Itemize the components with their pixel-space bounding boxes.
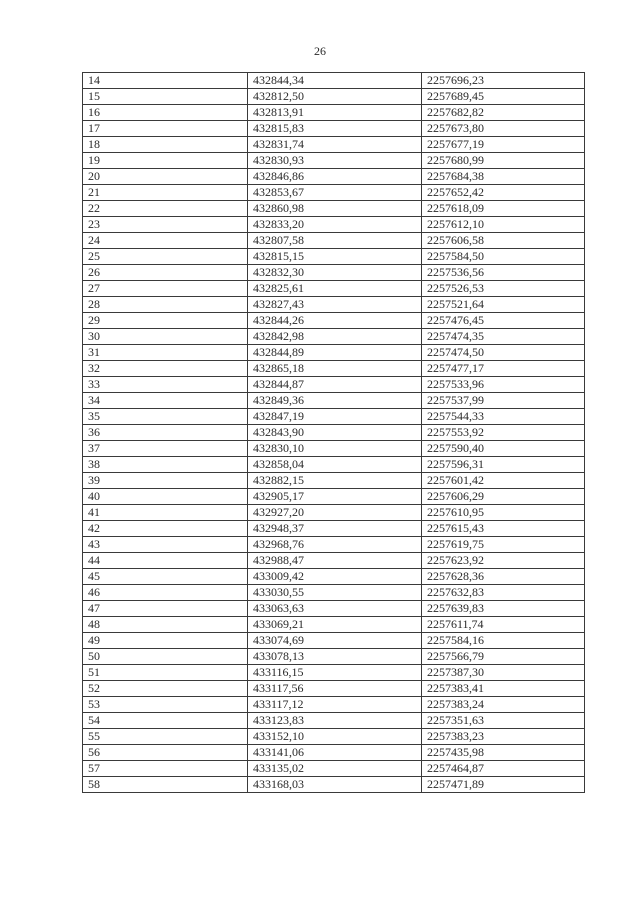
x-coordinate-cell: 432825,61 <box>248 281 422 297</box>
y-coordinate-cell: 2257619,75 <box>422 537 585 553</box>
table-row <box>83 441 585 457</box>
y-coordinate-cell: 2257526,53 <box>422 281 585 297</box>
point-number-cell: 54 <box>83 713 248 729</box>
y-coordinate-cell: 2257610,95 <box>422 505 585 521</box>
x-coordinate-cell: 432812,50 <box>248 89 422 105</box>
table-row <box>83 409 585 425</box>
table-row <box>83 73 585 89</box>
y-coordinate-cell: 2257536,56 <box>422 265 585 281</box>
point-number-cell: 33 <box>83 377 248 393</box>
point-number-cell: 15 <box>83 89 248 105</box>
x-coordinate-cell: 433009,42 <box>248 569 422 585</box>
x-coordinate-cell: 433117,56 <box>248 681 422 697</box>
point-number-cell: 26 <box>83 265 248 281</box>
y-coordinate-cell: 2257673,80 <box>422 121 585 137</box>
x-coordinate-cell: 432844,26 <box>248 313 422 329</box>
table-row <box>83 153 585 169</box>
x-coordinate-cell: 432827,43 <box>248 297 422 313</box>
y-coordinate-cell: 2257689,45 <box>422 89 585 105</box>
table-row <box>83 601 585 617</box>
point-number-cell: 17 <box>83 121 248 137</box>
x-coordinate-cell: 432844,34 <box>248 73 422 89</box>
y-coordinate-cell: 2257677,19 <box>422 137 585 153</box>
x-coordinate-cell: 432813,91 <box>248 105 422 121</box>
point-number-cell: 27 <box>83 281 248 297</box>
y-coordinate-cell: 2257623,92 <box>422 553 585 569</box>
x-coordinate-cell: 432846,86 <box>248 169 422 185</box>
table-row <box>83 761 585 777</box>
x-coordinate-cell: 432843,90 <box>248 425 422 441</box>
point-number-cell: 51 <box>83 665 248 681</box>
y-coordinate-cell: 2257476,45 <box>422 313 585 329</box>
point-number-cell: 45 <box>83 569 248 585</box>
x-coordinate-cell: 433074,69 <box>248 633 422 649</box>
table-row <box>83 329 585 345</box>
point-number-cell: 39 <box>83 473 248 489</box>
y-coordinate-cell: 2257601,42 <box>422 473 585 489</box>
table-row <box>83 777 585 793</box>
table-row <box>83 249 585 265</box>
x-coordinate-cell: 433141,06 <box>248 745 422 761</box>
table-row <box>83 313 585 329</box>
table-row <box>83 649 585 665</box>
x-coordinate-cell: 432882,15 <box>248 473 422 489</box>
table-row <box>83 345 585 361</box>
table-row <box>83 473 585 489</box>
y-coordinate-cell: 2257553,92 <box>422 425 585 441</box>
x-coordinate-cell: 432807,58 <box>248 233 422 249</box>
point-number-cell: 19 <box>83 153 248 169</box>
point-number-cell: 18 <box>83 137 248 153</box>
y-coordinate-cell: 2257544,33 <box>422 409 585 425</box>
point-number-cell: 21 <box>83 185 248 201</box>
y-coordinate-cell: 2257612,10 <box>422 217 585 233</box>
table-row <box>83 89 585 105</box>
table-row <box>83 665 585 681</box>
y-coordinate-cell: 2257696,23 <box>422 73 585 89</box>
x-coordinate-cell: 433123,83 <box>248 713 422 729</box>
x-coordinate-cell: 433135,02 <box>248 761 422 777</box>
x-coordinate-cell: 433063,63 <box>248 601 422 617</box>
x-coordinate-cell: 433152,10 <box>248 729 422 745</box>
x-coordinate-cell: 432831,74 <box>248 137 422 153</box>
y-coordinate-cell: 2257533,96 <box>422 377 585 393</box>
point-number-cell: 55 <box>83 729 248 745</box>
point-number-cell: 34 <box>83 393 248 409</box>
point-number-cell: 44 <box>83 553 248 569</box>
x-coordinate-cell: 432849,36 <box>248 393 422 409</box>
x-coordinate-cell: 432847,19 <box>248 409 422 425</box>
table-row <box>83 585 585 601</box>
point-number-cell: 36 <box>83 425 248 441</box>
y-coordinate-cell: 2257615,43 <box>422 521 585 537</box>
point-number-cell: 49 <box>83 633 248 649</box>
x-coordinate-cell: 433078,13 <box>248 649 422 665</box>
point-number-cell: 31 <box>83 345 248 361</box>
table-row <box>83 105 585 121</box>
point-number-cell: 14 <box>83 73 248 89</box>
table-row <box>83 745 585 761</box>
x-coordinate-cell: 432853,67 <box>248 185 422 201</box>
x-coordinate-cell: 432833,20 <box>248 217 422 233</box>
y-coordinate-cell: 2257606,29 <box>422 489 585 505</box>
table-row <box>83 377 585 393</box>
table-row <box>83 537 585 553</box>
table-row <box>83 425 585 441</box>
point-number-cell: 24 <box>83 233 248 249</box>
x-coordinate-cell: 432865,18 <box>248 361 422 377</box>
x-coordinate-cell: 432968,76 <box>248 537 422 553</box>
y-coordinate-cell: 2257537,99 <box>422 393 585 409</box>
y-coordinate-cell: 2257383,41 <box>422 681 585 697</box>
x-coordinate-cell: 432815,83 <box>248 121 422 137</box>
table-row <box>83 633 585 649</box>
table-row <box>83 393 585 409</box>
y-coordinate-cell: 2257477,17 <box>422 361 585 377</box>
y-coordinate-cell: 2257682,82 <box>422 105 585 121</box>
point-number-cell: 40 <box>83 489 248 505</box>
y-coordinate-cell: 2257628,36 <box>422 569 585 585</box>
y-coordinate-cell: 2257383,23 <box>422 729 585 745</box>
point-number-cell: 35 <box>83 409 248 425</box>
table-row <box>83 713 585 729</box>
point-number-cell: 37 <box>83 441 248 457</box>
point-number-cell: 22 <box>83 201 248 217</box>
point-number-cell: 28 <box>83 297 248 313</box>
x-coordinate-cell: 433030,55 <box>248 585 422 601</box>
point-number-cell: 47 <box>83 601 248 617</box>
x-coordinate-cell: 432842,98 <box>248 329 422 345</box>
table-row <box>83 169 585 185</box>
table-row <box>83 281 585 297</box>
point-number-cell: 16 <box>83 105 248 121</box>
x-coordinate-cell: 433168,03 <box>248 777 422 793</box>
x-coordinate-cell: 432815,15 <box>248 249 422 265</box>
y-coordinate-cell: 2257584,50 <box>422 249 585 265</box>
coordinates-table <box>82 72 585 793</box>
y-coordinate-cell: 2257521,64 <box>422 297 585 313</box>
y-coordinate-cell: 2257474,35 <box>422 329 585 345</box>
point-number-cell: 23 <box>83 217 248 233</box>
y-coordinate-cell: 2257606,58 <box>422 233 585 249</box>
table-row <box>83 361 585 377</box>
table-row <box>83 121 585 137</box>
point-number-cell: 57 <box>83 761 248 777</box>
y-coordinate-cell: 2257584,16 <box>422 633 585 649</box>
y-coordinate-cell: 2257618,09 <box>422 201 585 217</box>
x-coordinate-cell: 432832,30 <box>248 265 422 281</box>
table-row <box>83 617 585 633</box>
x-coordinate-cell: 432948,37 <box>248 521 422 537</box>
table-row <box>83 697 585 713</box>
table-row <box>83 729 585 745</box>
point-number-cell: 50 <box>83 649 248 665</box>
x-coordinate-cell: 432927,20 <box>248 505 422 521</box>
table-row <box>83 681 585 697</box>
y-coordinate-cell: 2257684,38 <box>422 169 585 185</box>
point-number-cell: 53 <box>83 697 248 713</box>
x-coordinate-cell: 432844,87 <box>248 377 422 393</box>
table-row <box>83 569 585 585</box>
table-row <box>83 137 585 153</box>
y-coordinate-cell: 2257611,74 <box>422 617 585 633</box>
y-coordinate-cell: 2257387,30 <box>422 665 585 681</box>
point-number-cell: 52 <box>83 681 248 697</box>
point-number-cell: 48 <box>83 617 248 633</box>
y-coordinate-cell: 2257590,40 <box>422 441 585 457</box>
x-coordinate-cell: 432905,17 <box>248 489 422 505</box>
table-row <box>83 505 585 521</box>
y-coordinate-cell: 2257639,83 <box>422 601 585 617</box>
point-number-cell: 46 <box>83 585 248 601</box>
point-number-cell: 56 <box>83 745 248 761</box>
y-coordinate-cell: 2257566,79 <box>422 649 585 665</box>
table-row <box>83 265 585 281</box>
point-number-cell: 42 <box>83 521 248 537</box>
point-number-cell: 43 <box>83 537 248 553</box>
x-coordinate-cell: 432858,04 <box>248 457 422 473</box>
point-number-cell: 30 <box>83 329 248 345</box>
x-coordinate-cell: 432860,98 <box>248 201 422 217</box>
y-coordinate-cell: 2257464,87 <box>422 761 585 777</box>
y-coordinate-cell: 2257680,99 <box>422 153 585 169</box>
y-coordinate-cell: 2257632,83 <box>422 585 585 601</box>
y-coordinate-cell: 2257435,98 <box>422 745 585 761</box>
point-number-cell: 38 <box>83 457 248 473</box>
x-coordinate-cell: 432844,89 <box>248 345 422 361</box>
table-row <box>83 217 585 233</box>
y-coordinate-cell: 2257474,50 <box>422 345 585 361</box>
point-number-cell: 25 <box>83 249 248 265</box>
table-row <box>83 521 585 537</box>
table-row <box>83 489 585 505</box>
x-coordinate-cell: 433069,21 <box>248 617 422 633</box>
point-number-cell: 29 <box>83 313 248 329</box>
x-coordinate-cell: 432830,93 <box>248 153 422 169</box>
y-coordinate-cell: 2257652,42 <box>422 185 585 201</box>
x-coordinate-cell: 432830,10 <box>248 441 422 457</box>
x-coordinate-cell: 433116,15 <box>248 665 422 681</box>
point-number-cell: 32 <box>83 361 248 377</box>
table-row <box>83 233 585 249</box>
y-coordinate-cell: 2257596,31 <box>422 457 585 473</box>
point-number-cell: 58 <box>83 777 248 793</box>
y-coordinate-cell: 2257351,63 <box>422 713 585 729</box>
point-number-cell: 20 <box>83 169 248 185</box>
table-row <box>83 185 585 201</box>
x-coordinate-cell: 432988,47 <box>248 553 422 569</box>
table-row <box>83 553 585 569</box>
y-coordinate-cell: 2257383,24 <box>422 697 585 713</box>
x-coordinate-cell: 433117,12 <box>248 697 422 713</box>
page-number: 26 <box>314 44 326 58</box>
point-number-cell: 41 <box>83 505 248 521</box>
table-row <box>83 457 585 473</box>
coordinates-table-body <box>83 73 585 793</box>
table-row <box>83 297 585 313</box>
table-row <box>83 201 585 217</box>
y-coordinate-cell: 2257471,89 <box>422 777 585 793</box>
